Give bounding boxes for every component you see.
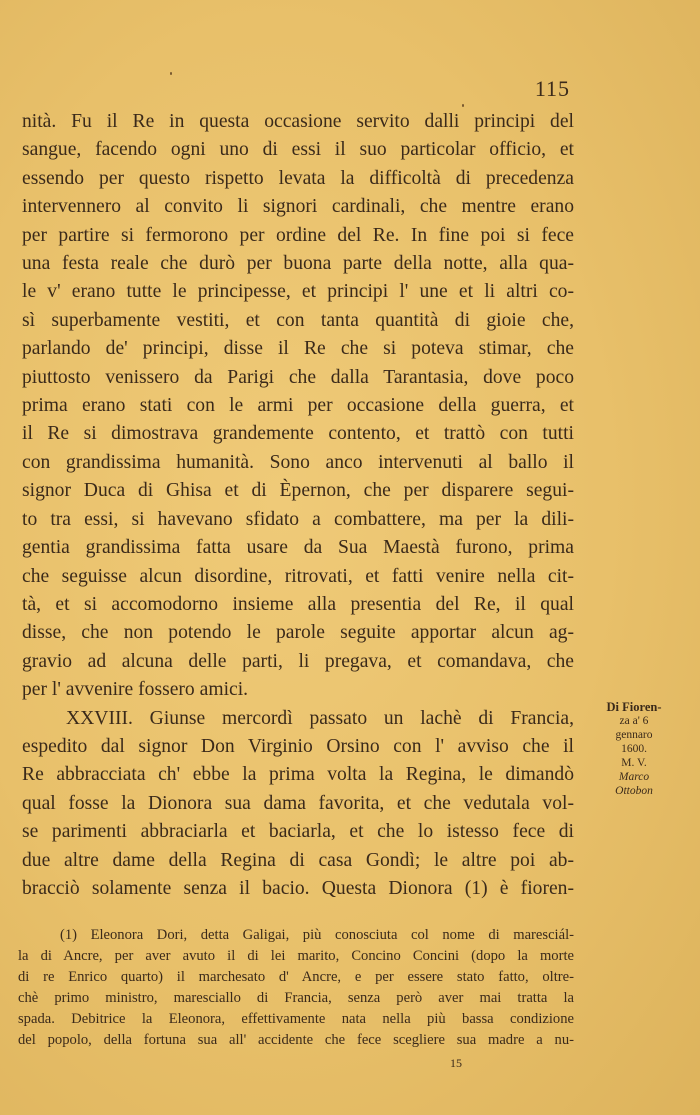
text-line: due altre dame della Regina di casa Gondì; le altre poi ab- <box>22 849 574 871</box>
margin-note-line: gennaro <box>615 729 653 741</box>
signature-mark: 15 <box>450 1056 462 1070</box>
ink-speck <box>170 72 172 75</box>
footnote-line: chè primo ministro, maresciallo di Francia, senza però aver mai tratta la <box>18 990 574 1007</box>
text-line: gentia grandissima fatta usare da Sua Maestà furono, prima <box>22 537 574 559</box>
text-line: essendo per questo rispetto levata la difficoltà di precedenza <box>22 167 574 189</box>
footnote-line: spada. Debitrice la Eleonora, effettivamente nata nella più bassa condizione <box>18 1011 574 1028</box>
margin-note-line: Di Fioren- <box>606 700 662 714</box>
text-line: prima erano stati con le armi per occasione della guerra, et <box>22 395 574 417</box>
text-line: tà, et si accomodorno insieme alla presentia del Re, il qual <box>22 593 574 615</box>
ink-speck <box>462 104 464 107</box>
footnote-line: del popolo, della fortuna sua all' accidente che fece scegliere sua madre a nu- <box>18 1032 574 1049</box>
footnote-line: la di Ancre, per aver avuto il di lei marito, Concino Concini (dopo la morte <box>18 948 574 965</box>
footnote-line: (1) Eleonora Dori, detta Galigai, più conosciuta col nome di maresciál- <box>60 927 574 943</box>
text-line: se parimenti abbraciarla et baciarla, et che lo istesso fece di <box>22 821 574 843</box>
text-line: il Re si dimostrava grandemente contento, et trattò con tutti <box>22 423 574 445</box>
footnote <box>18 925 574 1052</box>
margin-note-author: Marco <box>618 771 650 783</box>
margin-note-author: Ottobon <box>615 785 653 797</box>
text-line: parlando de' principi, disse il Re che si poteva stimar, che <box>22 338 574 360</box>
margin-note-line: za a' 6 <box>619 715 649 727</box>
text-line: bracciò solamente senza il bacio. Questa Dionora (1) è fioren- <box>22 877 574 899</box>
margin-note-line: M. V. <box>621 757 647 769</box>
text-line: gravio ad alcuna delle parti, li pregava, et comandava, che <box>22 650 574 672</box>
text-line: XXVIII. Giunse mercordì passato un lachè di Francia, <box>66 707 574 729</box>
paragraph-continuation <box>22 108 574 705</box>
text-line: con grandissima humanità. Sono anco intervenuti al ballo il <box>22 451 574 473</box>
text-line: sì superbamente vestiti, et con tanta quantità di gioie che, <box>22 309 574 331</box>
margin-note-line: 1600. <box>621 743 647 755</box>
text-line: espedito dal signor Don Virginio Orsino con l' avviso che il <box>22 735 574 757</box>
text-line: le v' erano tutte le principesse, et principi l' une et li altri co- <box>22 281 574 303</box>
text-line: disse, che non potendo le parole seguite apportar alcun ag- <box>22 622 574 644</box>
paragraph-section-xxviii <box>22 705 574 904</box>
text-line: piuttosto venissero da Parigi che dalla Tarantasia, dove poco <box>22 366 574 388</box>
text-line: una festa reale che durò per buona parte della notte, alla qua- <box>22 253 574 275</box>
text-line: intervennero al convito li signori cardinali, che mentre erano <box>22 196 574 218</box>
text-line: signor Duca di Ghisa et di Èpernon, che per disparere segui- <box>22 480 574 502</box>
page-number: 115 <box>534 76 570 101</box>
margin-note <box>578 700 690 798</box>
text-line: qual fosse la Dionora sua dama favorita, et che vedutala vol- <box>22 792 574 814</box>
footnote-line: di re Enrico quarto) il marchesato d' Ancre, e per essere stato fatto, oltre- <box>18 969 574 986</box>
main-text <box>22 108 574 903</box>
text-line: per l' avvenire fossero amici. <box>22 679 249 701</box>
text-line: nità. Fu il Re in questa occasione servito dalli principi del <box>22 111 574 132</box>
text-line: Re abbracciata ch' ebbe la prima volta la Regina, le dimandò <box>22 764 574 786</box>
text-line: per partire si fermorono per ordine del Re. In fine poi si fece <box>22 224 574 246</box>
text-line: to tra essi, si havevano sfidato a combattere, ma per la dili- <box>22 508 574 530</box>
text-line: sangue, facendo ogni uno di essi il suo particolar officio, et <box>22 139 574 161</box>
text-line: che seguisse alcun disordine, ritrovati, et fatti venire nella cit- <box>22 565 574 587</box>
